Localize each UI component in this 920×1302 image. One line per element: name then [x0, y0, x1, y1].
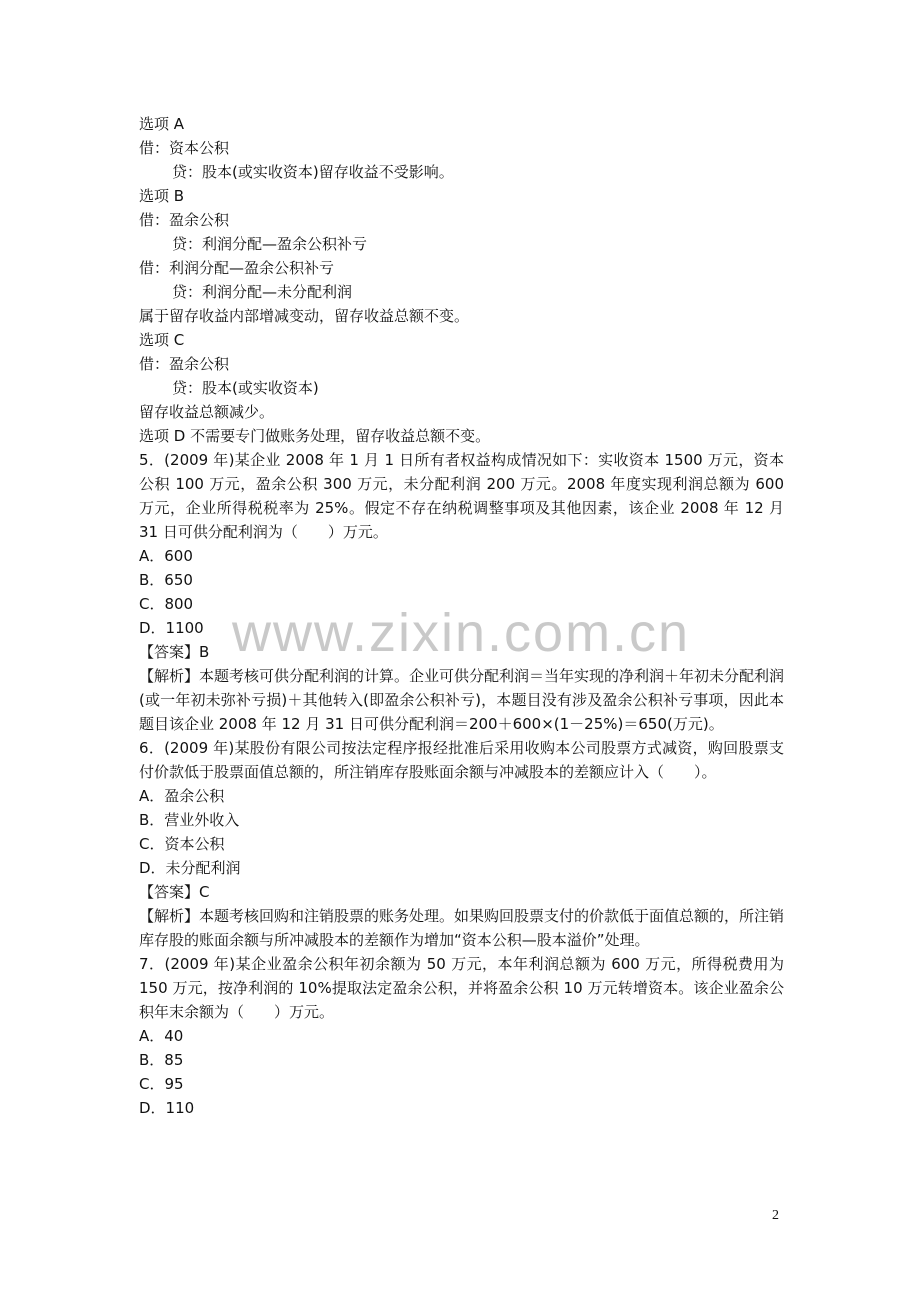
explanation-line: 属于留存收益内部增减变动，留存收益总额不变。: [139, 307, 470, 325]
question-6-analysis: 【解析】本题考核回购和注销股票的账务处理。如果购回股票支付的价款低于面值总额的，所注销库存股的账面余额与所冲减股本的差额作为增加“资本公积—股本溢价”处理。: [139, 907, 785, 949]
question-7-option-a: A．40: [139, 1027, 184, 1045]
journal-credit-line: 贷：股本(或实收资本)留存收益不受影响。: [172, 163, 454, 181]
question-5-option-d: D．1100: [139, 619, 204, 637]
question-5-option-c: C．800: [139, 595, 194, 613]
question-5-answer: 【答案】B: [139, 643, 210, 661]
question-6-option-b: B．营业外收入: [139, 811, 240, 829]
option-d-line: 选项 D 不需要专门做账务处理，留存收益总额不变。: [139, 427, 491, 445]
question-5-option-b: B．650: [139, 571, 193, 589]
question-7-option-c: C．95: [139, 1075, 184, 1093]
journal-debit-line: 借：利润分配—盈余公积补亏: [139, 259, 335, 277]
journal-credit-line: 贷：股本(或实收资本): [172, 379, 319, 397]
explanation-line: 留存收益总额减少。: [139, 403, 275, 421]
page-number: 2: [772, 1208, 779, 1223]
question-6-option-d: D．未分配利润: [139, 859, 241, 877]
question-6-option-c: C．资本公积: [139, 835, 225, 853]
journal-credit-line: 贷：利润分配—未分配利润: [172, 283, 353, 301]
journal-debit-line: 借：盈余公积: [139, 355, 230, 373]
question-6-answer: 【答案】C: [139, 883, 210, 901]
question-6-stem: 6．(2009 年)某股份有限公司按法定程序报经批准后采用收购本公司股票方式减资，购回股票支付价款低于股票面值总额的，所注销库存股账面余额与冲减股本的差额应计入（ ）。: [139, 739, 784, 781]
question-7-option-b: B．85: [139, 1051, 184, 1069]
journal-credit-line: 贷：利润分配—盈余公积补亏: [172, 235, 368, 253]
journal-debit-line: 借：盈余公积: [139, 211, 230, 229]
option-b-heading: 选项 B: [139, 187, 185, 205]
question-5-stem: 5．(2009 年)某企业 2008 年 1 月 1 日所有者权益构成情况如下：实收资本 1500 万元，资本公积 100 万元，盈余公积 300 万元，未分配利润 200 万元。2008 年度实现利润总额为 600 万元，企业所得税税率为 25%。假定不存在纳税调整事项及其他因素，该企业 2008 年 12 月 31 日可供分配利润为（ ）万元。: [139, 451, 784, 541]
question-7-option-d: D．110: [139, 1099, 195, 1117]
option-c-heading: 选项 C: [139, 331, 185, 349]
question-5-option-a: A．600: [139, 547, 193, 565]
option-a-heading: 选项 A: [139, 115, 185, 133]
journal-debit-line: 借：资本公积: [139, 139, 230, 157]
question-5-analysis: 【解析】本题考核可供分配利润的计算。企业可供分配利润＝当年实现的净利润＋年初未分配利润(或一年初未弥补亏损)＋其他转入(即盈余公积补亏)，本题目没有涉及盈余公积补亏事项，因此本题目该企业 2008 年 12 月 31 日可供分配利润＝200＋600×(1－25%)＝650(万元)。: [139, 667, 785, 733]
watermark: www.zixin.com.cn: [232, 603, 691, 663]
question-7-stem: 7．(2009 年)某企业盈余公积年初余额为 50 万元，本年利润总额为 600 万元，所得税费用为 150 万元，按净利润的 10%提取法定盈余公积，并将盈余公积 10 万元转增资本。该企业盈余公积年末余额为（ ）万元。: [139, 955, 784, 1021]
question-6-option-a: A．盈余公积: [139, 787, 225, 805]
